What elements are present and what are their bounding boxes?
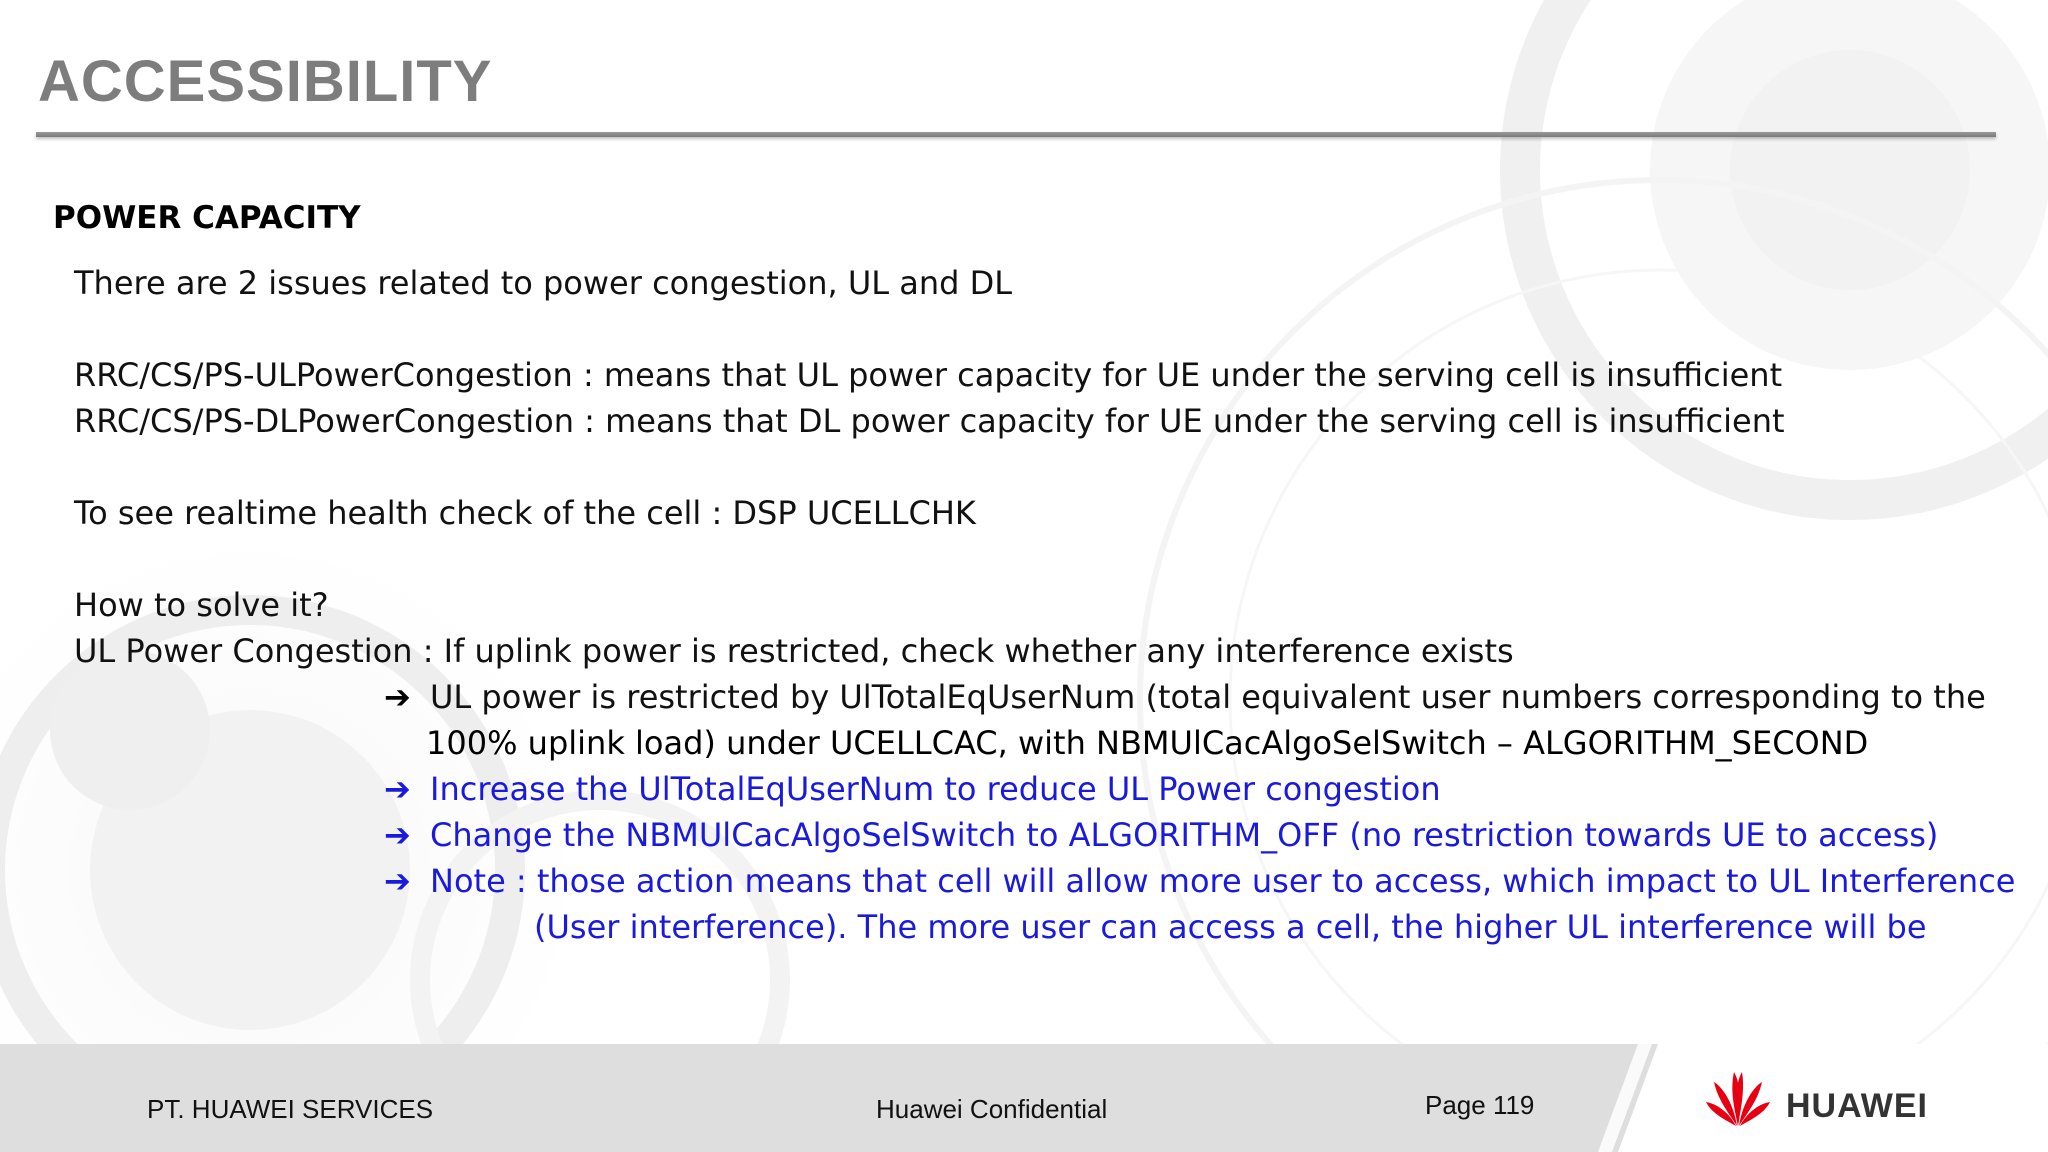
bullet-1-text: UL power is restricted by UlTotalEqUserNum (total equivalent user numbers corresponding to the xyxy=(430,678,1986,716)
arrow-right-icon: ➔ xyxy=(384,678,411,716)
health-check-text: To see realtime health check of the cell : DSP UCELLCHK xyxy=(74,494,976,532)
dl-definition: RRC/CS/PS-DLPowerCongestion : means that DL power capacity for UE under the serving cell is insufficient xyxy=(74,402,1785,440)
huawei-logo-icon xyxy=(1704,1068,1772,1128)
slide-title: ACCESSIBILITY xyxy=(38,49,493,114)
intro-text: There are 2 issues related to power congestion, UL and DL xyxy=(74,264,1013,302)
arrow-right-icon: ➔ xyxy=(384,816,411,854)
bullet-1 xyxy=(384,677,1986,717)
bullet-4 xyxy=(384,861,2015,901)
bullet-4-continuation: (User interference). The more user can access a cell, the higher UL interference will be xyxy=(534,908,1927,946)
question-text: How to solve it? xyxy=(74,586,329,624)
ul-solution-text: UL Power Congestion : If uplink power is restricted, check whether any interference exists xyxy=(74,632,1514,670)
footer-company: PT. HUAWEI SERVICES xyxy=(147,1094,434,1124)
bullet-1-continuation: 100% uplink load) under UCELLCAC, with NBMUlCacAlgoSelSwitch – ALGORITHM_SECOND xyxy=(426,724,1869,762)
bullet-3-text: Change the NBMUlCacAlgoSelSwitch to ALGORITHM_OFF (no restriction towards UE to access) xyxy=(430,816,1939,854)
ul-definition: RRC/CS/PS-ULPowerCongestion : means that UL power capacity for UE under the serving cell is insufficient xyxy=(74,356,1783,394)
bullet-4-text: Note : those action means that cell will allow more user to access, which impact to UL Interference xyxy=(430,862,2016,900)
arrow-right-icon: ➔ xyxy=(384,862,411,900)
footer-confidential: Huawei Confidential xyxy=(876,1094,1108,1124)
bullet-3 xyxy=(384,815,1938,855)
bullet-2-text: Increase the UlTotalEqUserNum to reduce UL Power congestion xyxy=(430,770,1441,808)
arrow-right-icon: ➔ xyxy=(384,770,411,808)
bullet-2 xyxy=(384,769,1441,809)
huawei-logo-text: HUAWEI xyxy=(1786,1087,1928,1125)
page-number: Page 119 xyxy=(1425,1090,1535,1120)
section-title: POWER CAPACITY xyxy=(53,200,361,236)
